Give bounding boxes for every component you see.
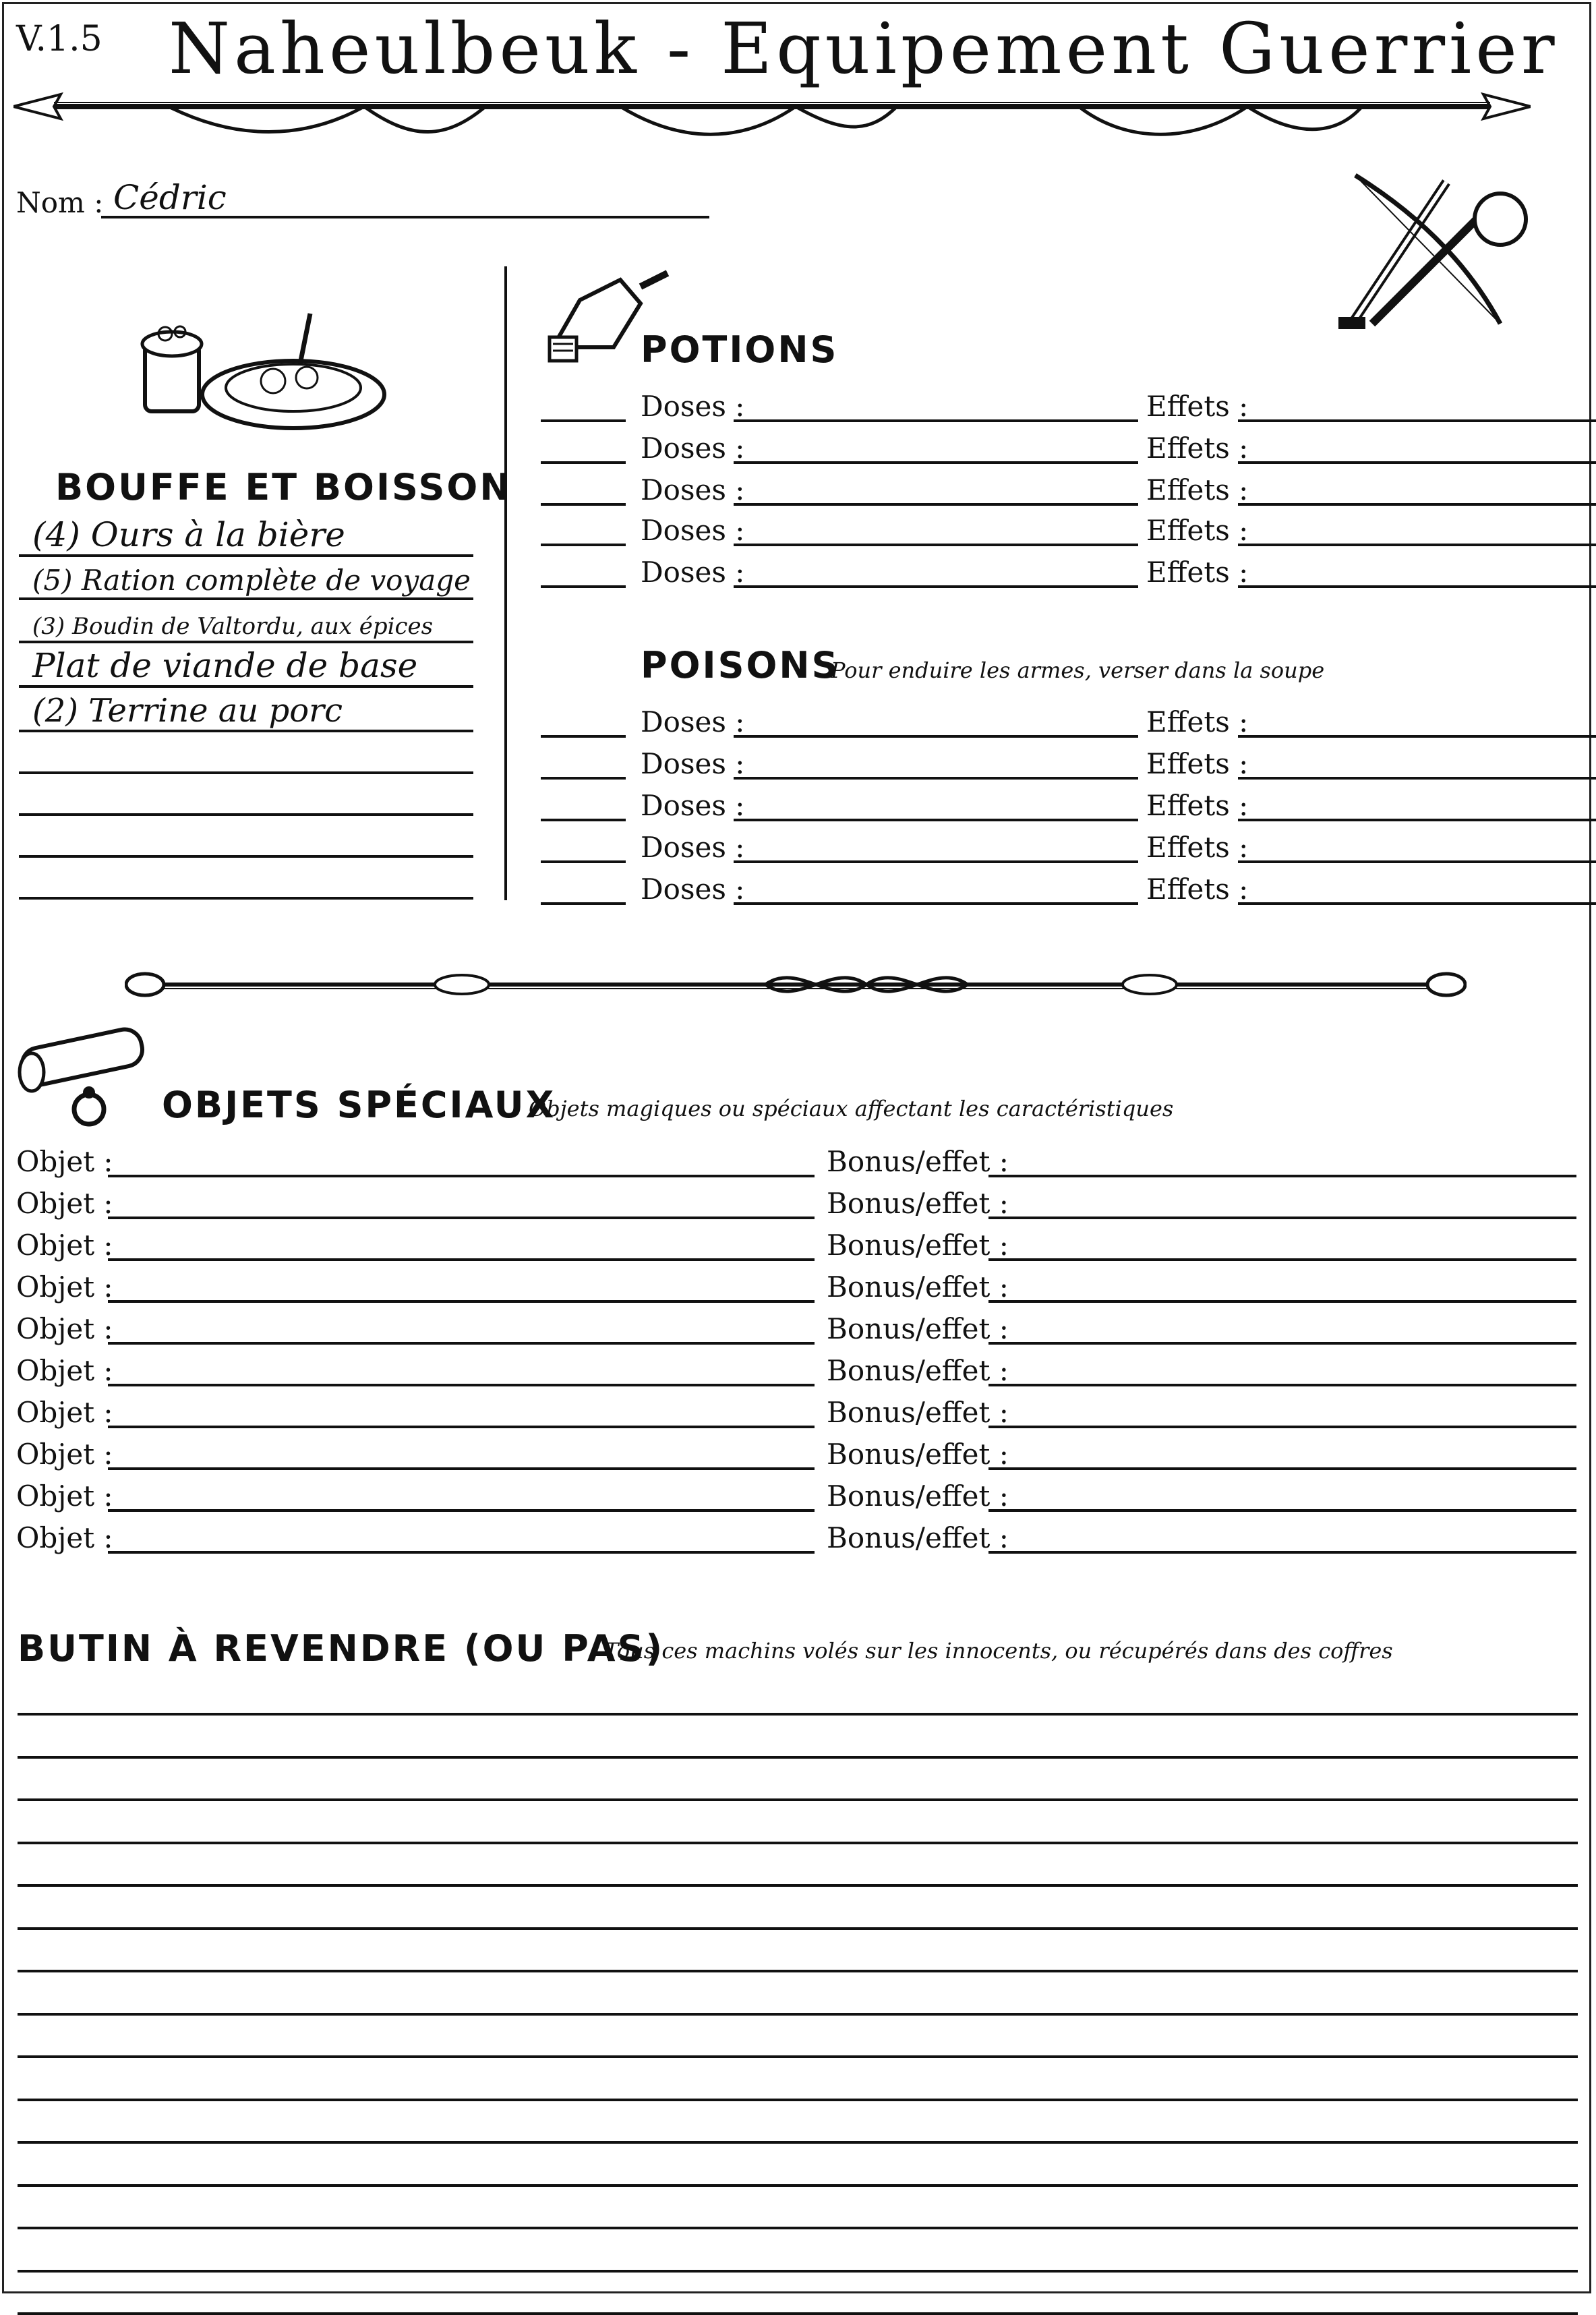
- object-label: Objet :: [16, 1312, 113, 1345]
- bonus-label: Bonus/effet :: [827, 1187, 1009, 1220]
- crossed-weapons-icon: [1332, 155, 1534, 344]
- loot-line[interactable]: [18, 2270, 1578, 2273]
- potions-doses-field[interactable]: [734, 461, 1138, 464]
- food-line[interactable]: [19, 554, 473, 557]
- poisons-check-line[interactable]: [541, 777, 626, 780]
- bonus-field[interactable]: [988, 1175, 1576, 1177]
- poisons-subtitle: Pour enduire les armes, verser dans la soupe: [831, 657, 1325, 683]
- potions-check-line[interactable]: [541, 419, 626, 422]
- potions-doses-field[interactable]: [734, 544, 1138, 546]
- potions-effets-label: Effets :: [1146, 514, 1249, 547]
- potions-heading: POTIONS: [641, 328, 839, 371]
- bonus-field[interactable]: [988, 1342, 1576, 1345]
- loot-line[interactable]: [18, 2141, 1578, 2144]
- potions-check-line[interactable]: [541, 503, 626, 506]
- food-item: (4) Ours à la bière: [32, 515, 345, 554]
- potions-doses-label: Doses :: [641, 556, 745, 589]
- food-line[interactable]: [19, 641, 473, 643]
- potions-doses-field[interactable]: [734, 585, 1138, 588]
- object-label: Objet :: [16, 1521, 113, 1554]
- object-field[interactable]: [108, 1217, 815, 1219]
- bonus-label: Bonus/effet :: [827, 1145, 1009, 1178]
- potions-effets-label: Effets :: [1146, 432, 1249, 465]
- poisons-doses-label: Doses :: [641, 831, 745, 864]
- object-label: Objet :: [16, 1396, 113, 1429]
- object-label: Objet :: [16, 1354, 113, 1387]
- page-title: Naheulbeuk - Equipement Guerrier: [169, 7, 1559, 90]
- poisons-effets-field[interactable]: [1238, 819, 1596, 821]
- loot-line[interactable]: [18, 2013, 1578, 2016]
- spear-divider-icon: [13, 86, 1531, 147]
- loot-line[interactable]: [18, 2227, 1578, 2229]
- poisons-effets-field[interactable]: [1238, 902, 1596, 905]
- loot-heading: BUTIN À REVENDRE (OU PAS): [18, 1627, 665, 1670]
- object-label: Objet :: [16, 1145, 113, 1178]
- name-label: Nom :: [16, 186, 104, 219]
- loot-line[interactable]: [18, 2312, 1578, 2315]
- poisons-effets-field[interactable]: [1238, 777, 1596, 780]
- poisons-effets-label: Effets :: [1146, 831, 1249, 864]
- loot-line[interactable]: [18, 2184, 1578, 2187]
- bonus-label: Bonus/effet :: [827, 1521, 1009, 1554]
- object-field[interactable]: [108, 1467, 815, 1470]
- potions-doses-label: Doses :: [641, 473, 745, 506]
- potions-effets-field[interactable]: [1238, 544, 1596, 546]
- loot-line[interactable]: [18, 1927, 1578, 1930]
- food-line[interactable]: [19, 855, 473, 858]
- loot-line[interactable]: [18, 1756, 1578, 1759]
- poisons-check-line[interactable]: [541, 860, 626, 863]
- food-line[interactable]: [19, 897, 473, 900]
- food-line[interactable]: [19, 771, 473, 774]
- poisons-doses-label: Doses :: [641, 873, 745, 906]
- potions-doses-label: Doses :: [641, 432, 745, 465]
- food-line[interactable]: [19, 685, 473, 688]
- bonus-field[interactable]: [988, 1258, 1576, 1261]
- version-label: V.1.5: [16, 19, 102, 59]
- potions-effets-field[interactable]: [1238, 585, 1596, 588]
- bonus-field[interactable]: [988, 1217, 1576, 1219]
- food-line[interactable]: [19, 813, 473, 816]
- poisons-effets-label: Effets :: [1146, 789, 1249, 822]
- loot-line[interactable]: [18, 1798, 1578, 1801]
- poisons-check-line[interactable]: [541, 819, 626, 821]
- bonus-field[interactable]: [988, 1300, 1576, 1303]
- poisons-check-line[interactable]: [541, 735, 626, 738]
- object-field[interactable]: [108, 1175, 815, 1177]
- bonus-label: Bonus/effet :: [827, 1396, 1009, 1429]
- food-item: (2) Terrine au porc: [32, 692, 343, 730]
- name-field-line[interactable]: [101, 216, 709, 218]
- potions-doses-label: Doses :: [641, 514, 745, 547]
- poisons-doses-field[interactable]: [734, 777, 1138, 780]
- poisons-effets-field[interactable]: [1238, 735, 1596, 738]
- potions-effets-label: Effets :: [1146, 390, 1249, 423]
- potions-check-line[interactable]: [541, 544, 626, 546]
- food-line[interactable]: [19, 730, 473, 732]
- poisons-effets-label: Effets :: [1146, 747, 1249, 780]
- loot-line[interactable]: [18, 2099, 1578, 2101]
- bonus-field[interactable]: [988, 1467, 1576, 1470]
- column-separator: [504, 266, 507, 900]
- object-field[interactable]: [108, 1300, 815, 1303]
- food-line[interactable]: [19, 597, 473, 600]
- object-field[interactable]: [108, 1551, 815, 1554]
- loot-line[interactable]: [18, 1970, 1578, 1972]
- poisons-doses-field[interactable]: [734, 902, 1138, 905]
- potions-effets-label: Effets :: [1146, 473, 1249, 506]
- scroll-ring-icon: [15, 1025, 156, 1133]
- poisons-doses-label: Doses :: [641, 705, 745, 738]
- potions-check-line[interactable]: [541, 461, 626, 464]
- poisons-doses-field[interactable]: [734, 860, 1138, 863]
- potions-check-line[interactable]: [541, 585, 626, 588]
- loot-subtitle: Tous ces machins volés sur les innocents, ou récupérés dans des coffres: [604, 1638, 1393, 1664]
- object-field[interactable]: [108, 1342, 815, 1345]
- object-label: Objet :: [16, 1187, 113, 1220]
- special-subtitle: Objets magiques ou spéciaux affectant les caractéristiques: [529, 1096, 1174, 1121]
- poisons-doses-field[interactable]: [734, 819, 1138, 821]
- potions-doses-field[interactable]: [734, 503, 1138, 506]
- poisons-heading: POISONS: [641, 644, 840, 686]
- name-value: Cédric: [113, 178, 227, 217]
- poisons-doses-label: Doses :: [641, 789, 745, 822]
- loot-line[interactable]: [18, 1713, 1578, 1716]
- potions-effets-field[interactable]: [1238, 461, 1596, 464]
- bonus-field[interactable]: [988, 1551, 1576, 1554]
- potions-doses-field[interactable]: [734, 419, 1138, 422]
- food-plate-icon: [138, 303, 388, 438]
- potions-effets-field[interactable]: [1238, 419, 1596, 422]
- bonus-label: Bonus/effet :: [827, 1312, 1009, 1345]
- food-item: (5) Ration complète de voyage: [32, 564, 471, 597]
- bonus-label: Bonus/effet :: [827, 1438, 1009, 1471]
- special-heading: OBJETS SPÉCIAUX: [162, 1084, 556, 1126]
- object-field[interactable]: [108, 1258, 815, 1261]
- object-label: Objet :: [16, 1229, 113, 1262]
- bonus-field[interactable]: [988, 1509, 1576, 1512]
- bonus-label: Bonus/effet :: [827, 1479, 1009, 1513]
- object-label: Objet :: [16, 1270, 113, 1303]
- object-field[interactable]: [108, 1384, 815, 1386]
- poisons-effets-label: Effets :: [1146, 705, 1249, 738]
- poisons-doses-label: Doses :: [641, 747, 745, 780]
- staff-divider-icon: [125, 958, 1467, 1012]
- object-field[interactable]: [108, 1426, 815, 1428]
- bonus-field[interactable]: [988, 1426, 1576, 1428]
- potions-effets-label: Effets :: [1146, 556, 1249, 589]
- potions-doses-label: Doses :: [641, 390, 745, 423]
- object-label: Objet :: [16, 1479, 113, 1513]
- food-heading: BOUFFE ET BOISSON: [55, 466, 512, 508]
- bonus-label: Bonus/effet :: [827, 1354, 1009, 1387]
- poisons-doses-field[interactable]: [734, 735, 1138, 738]
- poisons-effets-field[interactable]: [1238, 860, 1596, 863]
- bonus-label: Bonus/effet :: [827, 1229, 1009, 1262]
- food-item: Plat de viande de base: [32, 646, 418, 685]
- potions-effets-field[interactable]: [1238, 503, 1596, 506]
- food-item: (3) Boudin de Valtordu, aux épices: [32, 613, 434, 640]
- loot-line[interactable]: [18, 1842, 1578, 1844]
- bonus-field[interactable]: [988, 1384, 1576, 1386]
- loot-line[interactable]: [18, 2055, 1578, 2058]
- loot-line[interactable]: [18, 1884, 1578, 1887]
- object-label: Objet :: [16, 1438, 113, 1471]
- bonus-label: Bonus/effet :: [827, 1270, 1009, 1303]
- poisons-check-line[interactable]: [541, 902, 626, 905]
- poisons-effets-label: Effets :: [1146, 873, 1249, 906]
- object-field[interactable]: [108, 1509, 815, 1512]
